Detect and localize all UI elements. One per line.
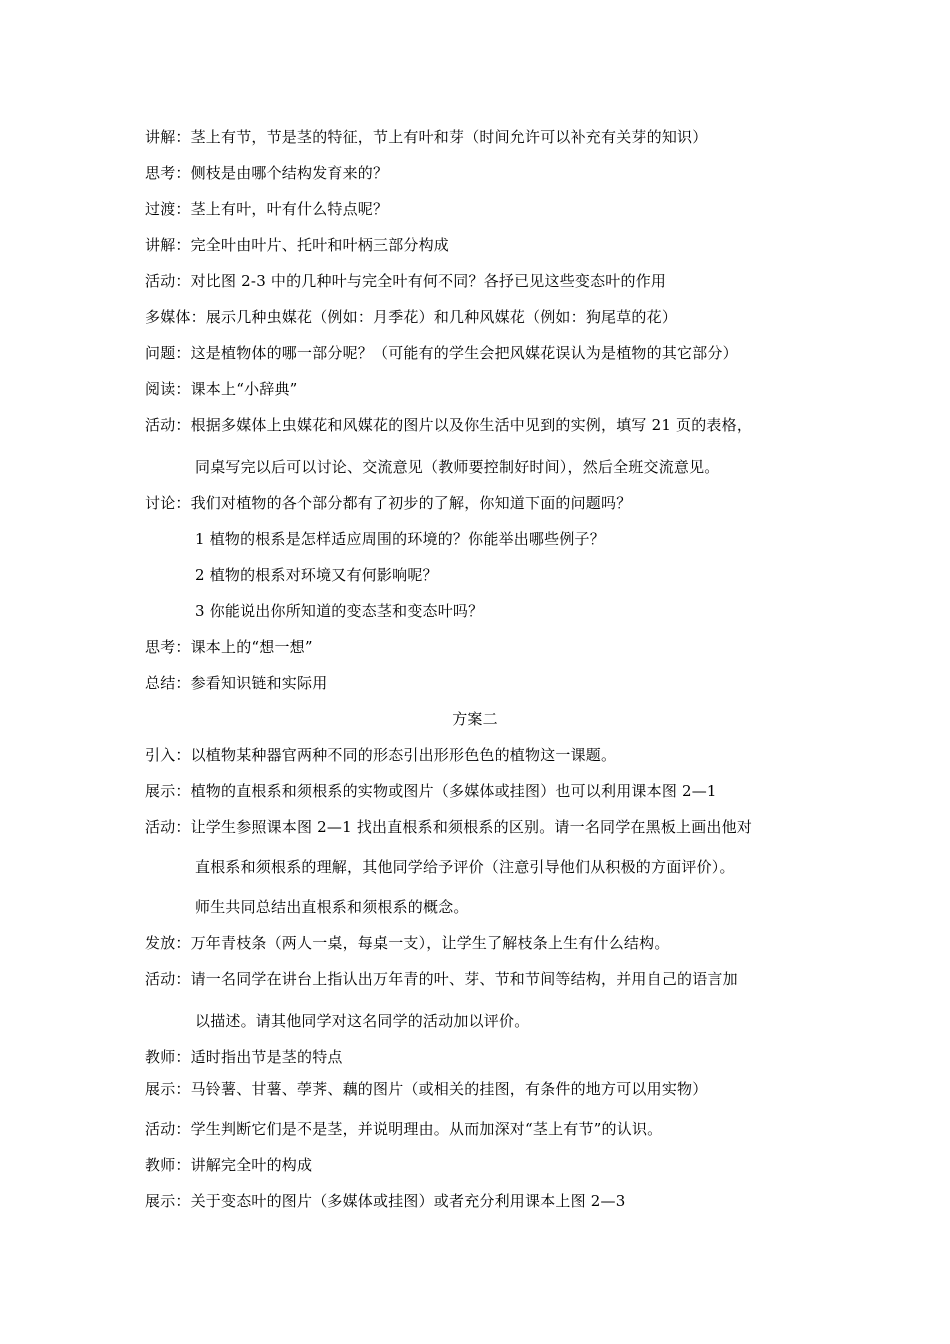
line-label: 活动： — [145, 272, 191, 290]
discussion-item-1 — [195, 529, 605, 549]
paragraph-question — [145, 343, 738, 363]
line-text: 师生共同总结出直根系和须根系的概念。 — [195, 898, 469, 916]
paragraph-activity-3-continued-2 — [195, 897, 469, 917]
paragraph-display-1 — [145, 781, 717, 801]
line-label: 活动： — [145, 1120, 191, 1138]
line-text: 马铃薯、甘薯、荸荠、藕的图片（或相关的挂图，有条件的地方可以用实物） — [190, 1080, 708, 1098]
line-text: 对比图 2-3 中的几种叶与完全叶有何不同？各抒已见这些变态叶的作用 — [190, 272, 667, 290]
line-label: 讨论： — [145, 494, 191, 512]
line-text: 展示几种虫媒花（例如：月季花）和几种风媒花（例如：狗尾草的花） — [205, 308, 678, 326]
line-label: 活动： — [145, 970, 191, 988]
paragraph-activity-5 — [145, 1119, 662, 1139]
line-text: 让学生参照课本图 2—1 找出直根系和须根系的区别。请一名同学在黑板上画出他对 — [190, 818, 753, 836]
line-text: 参看知识链和实际用 — [190, 674, 328, 692]
paragraph-think-2 — [145, 637, 313, 657]
paragraph-reading — [145, 379, 298, 399]
line-label: 教师： — [145, 1156, 191, 1174]
line-text: 适时指出节是茎的特点 — [190, 1048, 343, 1066]
line-text: 学生判断它们是不是茎，并说明理由。从而加深对“茎上有节”的认识。 — [190, 1120, 663, 1138]
paragraph-transition — [145, 199, 388, 219]
paragraph-explain-1 — [145, 127, 707, 147]
line-label: 阅读： — [145, 380, 191, 398]
paragraph-discussion — [145, 493, 631, 513]
paragraph-activity-1 — [145, 271, 666, 291]
paragraph-think-1 — [145, 163, 388, 183]
line-label: 展示： — [145, 1192, 191, 1210]
line-label: 活动： — [145, 416, 191, 434]
line-text: 课本上“小辞典” — [190, 380, 298, 398]
line-text: 以植物某种器官两种不同的形态引出形形色色的植物这一课题。 — [190, 746, 617, 764]
line-text: 1 植物的根系是怎样适应周围的环境的？你能举出哪些例子？ — [195, 530, 605, 548]
paragraph-multimedia — [145, 307, 677, 327]
paragraph-display-3 — [145, 1191, 625, 1211]
line-text: 同桌写完以后可以讨论、交流意见（教师要控制好时间），然后全班交流意见。 — [195, 458, 720, 476]
line-label: 展示： — [145, 782, 191, 800]
paragraph-display-2 — [145, 1079, 707, 1099]
line-text: 这是植物体的哪一部分呢？（可能有的学生会把风媒花误认为是植物的其它部分） — [190, 344, 738, 362]
paragraph-explain-2 — [145, 235, 449, 255]
paragraph-activity-2 — [145, 415, 752, 435]
paragraph-activity-3 — [145, 817, 752, 837]
line-text: 完全叶由叶片、托叶和叶柄三部分构成 — [190, 236, 450, 254]
section-heading — [0, 709, 950, 729]
line-label: 讲解： — [145, 236, 191, 254]
line-label: 思考： — [145, 638, 191, 656]
line-text: 茎上有叶，叶有什么特点呢？ — [190, 200, 389, 218]
discussion-item-3 — [195, 601, 483, 621]
line-text: 关于变态叶的图片（多媒体或挂图）或者充分利用课本上图 2—3 — [190, 1192, 626, 1210]
line-text: 茎上有节，节是茎的特征，节上有叶和芽（时间允许可以补充有关芽的知识） — [190, 128, 708, 146]
line-label: 活动： — [145, 818, 191, 836]
line-text: 直根系和须根系的理解，其他同学给予评价（注意引导他们从积极的方面评价）。 — [195, 858, 735, 876]
paragraph-activity-4 — [145, 969, 738, 989]
line-text: 以描述。请其他同学对这名同学的活动加以评价。 — [195, 1012, 530, 1030]
line-text: 3 你能说出你所知道的变态茎和变态叶吗？ — [195, 602, 484, 620]
line-label: 思考： — [145, 164, 191, 182]
line-label: 发放： — [145, 934, 191, 952]
section-title: 方案二 — [452, 710, 498, 728]
line-label: 总结： — [145, 674, 191, 692]
paragraph-activity-3-continued-1 — [195, 857, 735, 877]
line-text: 植物的直根系和须根系的实物或图片（多媒体或挂图）也可以利用课本图 2—1 — [190, 782, 717, 800]
line-text: 2 植物的根系对环境又有何影响呢？ — [195, 566, 438, 584]
paragraph-introduction — [145, 745, 616, 765]
line-label: 引入： — [145, 746, 191, 764]
line-label: 问题： — [145, 344, 191, 362]
discussion-item-2 — [195, 565, 438, 585]
paragraph-summary — [145, 673, 327, 693]
line-label: 多媒体： — [145, 308, 206, 326]
line-text: 讲解完全叶的构成 — [190, 1156, 313, 1174]
line-text: 根据多媒体上虫媒花和风媒花的图片以及你生活中见到的实例，填写 21 页的表格， — [190, 416, 753, 434]
line-text: 课本上的“想一想” — [190, 638, 313, 656]
paragraph-distribute — [145, 933, 670, 953]
paragraph-teacher-2 — [145, 1155, 312, 1175]
line-label: 过渡： — [145, 200, 191, 218]
line-text: 我们对植物的各个部分都有了初步的了解，你知道下面的问题吗？ — [190, 494, 632, 512]
line-label: 教师： — [145, 1048, 191, 1066]
line-text: 万年青枝条（两人一桌，每桌一支），让学生了解枝条上生有什么结构。 — [190, 934, 670, 952]
paragraph-activity-4-continued — [195, 1011, 529, 1031]
paragraph-teacher-1 — [145, 1047, 343, 1067]
paragraph-activity-2-continued — [195, 457, 720, 477]
line-text: 请一名同学在讲台上指认出万年青的叶、芽、节和节间等结构，并用自己的语言加 — [190, 970, 738, 988]
line-label: 展示： — [145, 1080, 191, 1098]
line-label: 讲解： — [145, 128, 191, 146]
line-text: 侧枝是由哪个结构发育来的？ — [190, 164, 389, 182]
